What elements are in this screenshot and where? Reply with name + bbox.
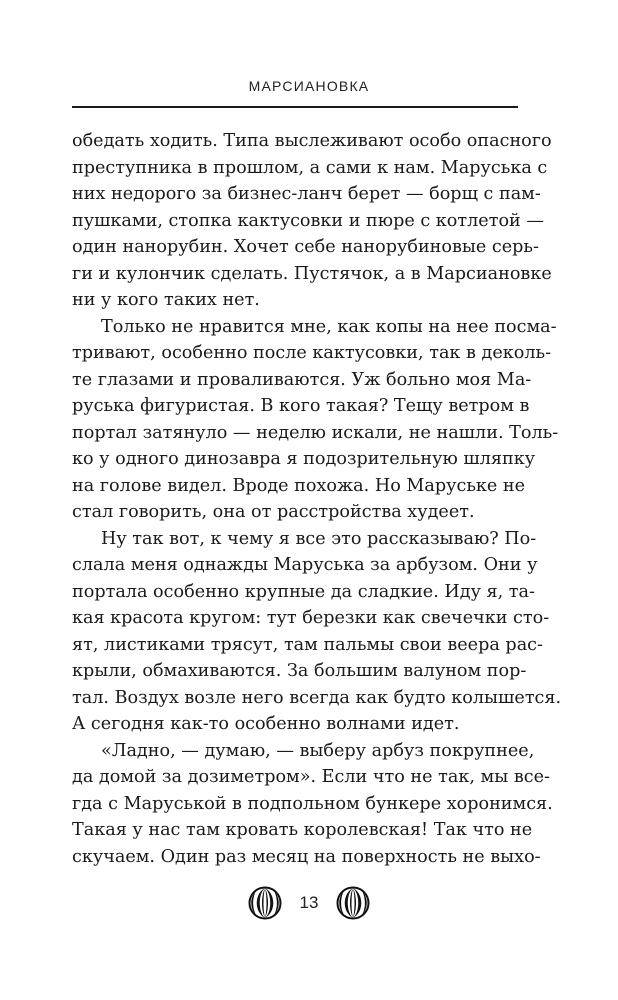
header-rule (72, 106, 518, 108)
text-line: те глазами и проваливаются. Уж больно моя Ма- (72, 369, 532, 390)
text-line: А сегодня как-то особенно волнами идет. (72, 714, 460, 734)
text-line: на голове видел. Вроде похожа. Но Маруське не (72, 475, 526, 496)
page-footer (0, 886, 618, 920)
text-line: гда с Маруськой в подпольном бункере хоронимся. (72, 793, 553, 814)
text-line: ги и кулончик сделать. Пустячок, а в Марсиановке (72, 263, 552, 284)
text-line: «Ладно, — думаю, — выберу арбуз покрупнее, (101, 740, 535, 761)
watermelon-icon (248, 886, 282, 920)
text-line: слала меня однажды Маруська за арбузом. Они у (72, 555, 538, 575)
page-number: 13 (299, 893, 319, 912)
watermelon-icon (336, 886, 370, 920)
text-line: Только не нравится мне, как копы на нее посма- (101, 316, 557, 337)
text-line: ни у кого таких нет. (72, 290, 260, 310)
text-line: них недорого за бизнес-ланч берет — борщ с пам- (72, 184, 541, 204)
text-line: Ну так вот, к чему я все это рассказываю? По- (101, 528, 537, 549)
text-line: преступника в прошлом, а сами к нам. Маруська с (72, 157, 548, 178)
text-line: ят, листиками трясут, там пальмы свои веера рас- (72, 634, 543, 655)
text-line: стал говорить, она от расстройства худеет. (72, 502, 475, 522)
text-line: обедать ходить. Типа выслеживают особо опасного (72, 131, 552, 151)
text-line: крыли, обмахиваются. За большим валуном пор- (72, 661, 527, 681)
body-text (72, 128, 562, 870)
text-line: Такая у нас там кровать королевская! Так что не (72, 820, 533, 840)
text-line: тал. Воздух возле него всегда как будто колышется. (72, 687, 562, 708)
text-line: скучаем. Один раз месяц на поверхность не выхо- (72, 846, 541, 867)
text-line: портала особенно крупные да сладкие. Иду я, та- (72, 581, 535, 602)
text-line: портал затянуло — неделю искали, не нашли. Толь- (72, 422, 559, 443)
text-line: тривают, особенно после кактусовки, так в деколь- (72, 343, 552, 363)
text-line: руська фигуристая. В кого такая? Тещу ветром в (72, 396, 530, 416)
text-line: да домой за дозиметром». Если что не так, мы все- (72, 767, 550, 787)
text-line: ко у одного динозавра я подозрительную шляпку (72, 449, 536, 469)
text-line: пушками, стопка кактусовки и пюре с котлетой — (72, 210, 544, 231)
running-header: МАРСИАНОВКА (248, 78, 370, 94)
text-line: один нанорубин. Хочет себе нанорубиновые серь- (72, 237, 539, 257)
text-line: кая красота кругом: тут березки как свечечки сто- (72, 608, 550, 628)
